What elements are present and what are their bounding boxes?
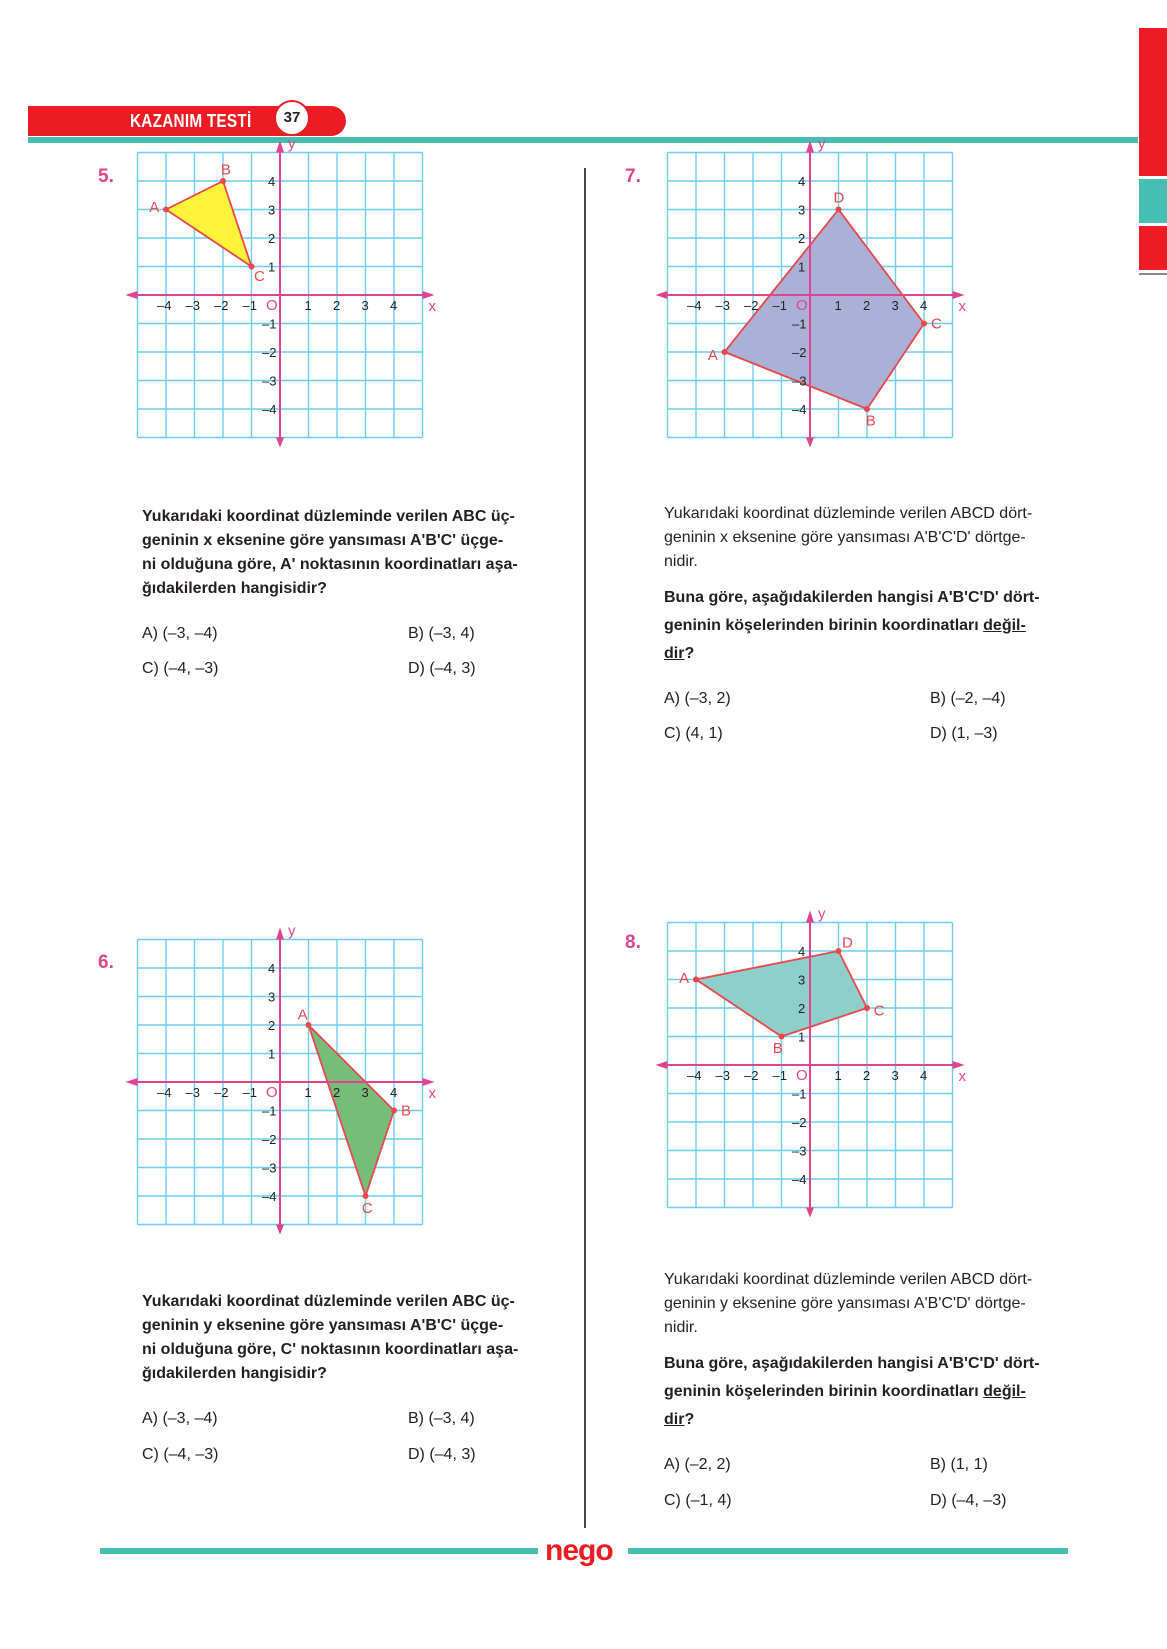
svg-text:A: A xyxy=(679,969,690,987)
text-line: Yukarıdaki koordinat düzleminde verilen ABCD dört- xyxy=(664,1271,1033,1288)
text-line: ğıdakilerden hangisidir? xyxy=(142,580,327,597)
svg-text:–4: –4 xyxy=(262,402,277,417)
text-line: geninin y eksenine göre yansıması A'B'C'D' dörtge- xyxy=(664,1295,1026,1312)
svg-text:–3: –3 xyxy=(792,1143,807,1159)
text-line xyxy=(664,1378,1064,1406)
svg-text:2: 2 xyxy=(268,1018,276,1033)
text-line: Buna göre, aşağıdakilerden hangisi A'B'C'D' dört- xyxy=(664,1355,1040,1372)
svg-text:–2: –2 xyxy=(744,298,759,313)
text-line: nidir. xyxy=(664,1319,698,1336)
question-7-prompt xyxy=(664,584,1064,668)
vertex-B xyxy=(220,178,226,184)
arrow-up-icon xyxy=(806,911,814,923)
vertex-A xyxy=(693,977,699,983)
vertex-B xyxy=(779,1034,785,1040)
svg-text:4: 4 xyxy=(268,961,276,976)
text-line: Yukarıdaki koordinat düzleminde verilen ABC üç- xyxy=(142,508,515,525)
svg-text:C: C xyxy=(873,1002,885,1020)
svg-text:x: x xyxy=(428,298,436,315)
svg-text:4: 4 xyxy=(390,1085,398,1100)
option-d[interactable]: D) (1, –3) xyxy=(930,725,998,742)
svg-text:–2: –2 xyxy=(744,1068,759,1083)
coordinate-plane-q8 xyxy=(679,905,1020,1230)
emphasis-negation: dir xyxy=(664,1411,685,1428)
svg-text:2: 2 xyxy=(333,1085,341,1100)
svg-text:–1: –1 xyxy=(792,316,807,332)
svg-text:–2: –2 xyxy=(792,1115,807,1130)
question-7-intro xyxy=(664,502,1064,574)
svg-text:1: 1 xyxy=(268,259,276,275)
vertex-C xyxy=(363,1193,369,1199)
emphasis-negation: değil- xyxy=(983,1383,1026,1400)
option-d[interactable]: D) (–4, –3) xyxy=(930,1492,1007,1509)
svg-text:–2: –2 xyxy=(792,345,807,360)
svg-text:–1: –1 xyxy=(242,298,257,313)
svg-text:A: A xyxy=(707,346,718,364)
svg-text:B: B xyxy=(772,1039,783,1057)
vertex-D xyxy=(836,207,842,213)
option-c[interactable]: C) (–4, –3) xyxy=(142,660,219,677)
svg-text:1: 1 xyxy=(304,1085,312,1100)
arrow-up-icon xyxy=(276,928,284,940)
svg-text:4: 4 xyxy=(798,944,806,959)
option-b[interactable]: B) (–3, 4) xyxy=(408,625,475,642)
svg-text:y: y xyxy=(288,135,296,153)
svg-text:–4: –4 xyxy=(157,1085,172,1100)
coordinate-plane-q5 xyxy=(149,135,490,460)
text-line: nidir. xyxy=(664,553,698,570)
arrow-down-icon xyxy=(276,1225,284,1235)
vertex-C xyxy=(921,321,927,327)
text-segment: ? xyxy=(684,1411,695,1428)
vertex-C xyxy=(864,1005,870,1011)
svg-text:2: 2 xyxy=(798,231,806,246)
svg-text:–3: –3 xyxy=(715,1068,730,1083)
text-line xyxy=(664,612,1064,640)
text-line: geninin x eksenine göre yansıması A'B'C' üçge- xyxy=(142,532,504,549)
text-line: ni olduğuna göre, A' noktasının koordinatları aşa- xyxy=(142,556,518,573)
side-tab-red-small xyxy=(1139,226,1167,270)
option-d[interactable]: D) (–4, 3) xyxy=(408,660,476,677)
question-number-8: 8. xyxy=(625,932,641,953)
svg-text:2: 2 xyxy=(863,1068,871,1083)
option-d[interactable]: D) (–4, 3) xyxy=(408,1446,476,1463)
text-line: geninin x eksenine göre yansıması A'B'C'D' dörtge- xyxy=(664,529,1026,546)
svg-text:1: 1 xyxy=(834,1068,842,1083)
svg-text:3: 3 xyxy=(361,298,369,313)
svg-text:–4: –4 xyxy=(687,298,702,313)
svg-text:3: 3 xyxy=(891,1068,899,1083)
svg-text:x: x xyxy=(958,298,966,315)
svg-text:2: 2 xyxy=(798,1001,806,1016)
svg-text:3: 3 xyxy=(361,1085,369,1100)
vertex-D xyxy=(836,948,842,954)
publisher-logo: nego xyxy=(545,1534,613,1567)
svg-text:y: y xyxy=(818,905,826,923)
svg-text:A: A xyxy=(149,199,160,217)
side-tab-red xyxy=(1139,28,1167,176)
arrow-down-icon xyxy=(806,1208,814,1218)
coordinate-plane-q7 xyxy=(687,135,1020,460)
footer-rule-right xyxy=(628,1548,1068,1554)
svg-text:B: B xyxy=(401,1102,412,1120)
svg-text:D: D xyxy=(841,934,853,952)
svg-text:C: C xyxy=(253,267,265,285)
svg-text:–2: –2 xyxy=(262,345,277,360)
emphasis-negation: değil- xyxy=(983,617,1026,634)
svg-text:1: 1 xyxy=(834,298,842,313)
option-c[interactable]: C) (–1, 4) xyxy=(664,1492,732,1509)
text-line xyxy=(664,1406,1064,1434)
question-number-5: 5. xyxy=(98,166,114,187)
question-6-text xyxy=(142,1290,542,1386)
svg-text:3: 3 xyxy=(891,298,899,313)
svg-text:–3: –3 xyxy=(262,1160,277,1176)
svg-text:O: O xyxy=(796,1067,808,1084)
text-line: Yukarıdaki koordinat düzleminde verilen ABC üç- xyxy=(142,1293,515,1310)
option-c[interactable]: C) (4, 1) xyxy=(664,725,723,742)
svg-text:3: 3 xyxy=(268,989,276,1005)
svg-text:–4: –4 xyxy=(262,1189,277,1204)
svg-text:–1: –1 xyxy=(792,1086,807,1102)
shape xyxy=(696,951,867,1037)
svg-text:–4: –4 xyxy=(687,1068,702,1083)
svg-text:A: A xyxy=(297,1006,308,1024)
svg-text:D: D xyxy=(833,189,845,207)
column-divider xyxy=(584,168,586,1528)
emphasis-negation: dir xyxy=(664,645,685,662)
svg-text:O: O xyxy=(266,1084,278,1101)
question-5-text xyxy=(142,505,542,601)
svg-text:4: 4 xyxy=(920,1068,928,1083)
svg-text:4: 4 xyxy=(390,298,398,313)
option-b[interactable]: B) (–3, 4) xyxy=(408,1410,475,1427)
coordinate-plane-q6 xyxy=(157,922,490,1257)
shape xyxy=(166,181,252,267)
arrow-left-icon xyxy=(126,291,138,299)
svg-text:y: y xyxy=(818,135,826,153)
arrow-down-icon xyxy=(276,438,284,448)
svg-text:–1: –1 xyxy=(262,1103,277,1119)
svg-text:2: 2 xyxy=(268,231,276,246)
vertex-A xyxy=(722,349,728,355)
svg-text:–3: –3 xyxy=(792,373,807,389)
option-a[interactable]: A) (–3, –4) xyxy=(142,625,218,642)
svg-text:3: 3 xyxy=(798,972,806,988)
svg-text:B: B xyxy=(220,161,231,179)
vertex-A xyxy=(163,207,169,213)
svg-text:1: 1 xyxy=(798,1029,806,1045)
svg-text:1: 1 xyxy=(268,1046,276,1062)
question-8-prompt xyxy=(664,1350,1064,1434)
svg-text:–3: –3 xyxy=(185,298,200,313)
arrow-down-icon xyxy=(806,438,814,448)
svg-text:4: 4 xyxy=(920,298,928,313)
svg-text:–4: –4 xyxy=(792,402,807,417)
text-segment: geninin köşelerinden birinin koordinatları xyxy=(664,617,984,634)
option-a[interactable]: A) (–2, 2) xyxy=(664,1456,731,1473)
text-line: geninin y eksenine göre yansıması A'B'C' üçge- xyxy=(142,1317,504,1334)
text-line xyxy=(664,640,1064,668)
footer-rule-left xyxy=(100,1548,538,1554)
svg-text:x: x xyxy=(428,1085,436,1102)
svg-text:2: 2 xyxy=(333,298,341,313)
svg-text:y: y xyxy=(288,922,296,940)
arrow-left-icon xyxy=(656,1061,668,1069)
text-segment: geninin köşelerinden birinin koordinatları xyxy=(664,1383,984,1400)
svg-text:1: 1 xyxy=(304,298,312,313)
option-a[interactable]: A) (–3, –4) xyxy=(142,1410,218,1427)
text-line: ğıdakilerden hangisidir? xyxy=(142,1365,327,1382)
svg-text:C: C xyxy=(931,315,942,333)
svg-text:C: C xyxy=(361,1199,373,1217)
test-number-badge: 37 xyxy=(274,100,310,136)
option-c[interactable]: C) (–4, –3) xyxy=(142,1446,219,1463)
svg-text:4: 4 xyxy=(268,174,276,189)
vertex-B xyxy=(864,406,870,412)
svg-text:–1: –1 xyxy=(242,1085,257,1100)
svg-text:–3: –3 xyxy=(262,373,277,389)
text-line: Buna göre, aşağıdakilerden hangisi A'B'C'D' dört- xyxy=(664,589,1040,606)
svg-text:O: O xyxy=(266,297,278,314)
svg-text:3: 3 xyxy=(798,202,806,218)
svg-text:–2: –2 xyxy=(214,1085,229,1100)
svg-text:–2: –2 xyxy=(262,1132,277,1147)
svg-text:1: 1 xyxy=(798,259,806,275)
svg-text:O: O xyxy=(796,297,808,314)
question-8-intro xyxy=(664,1268,1064,1340)
option-a[interactable]: A) (–3, 2) xyxy=(664,690,731,707)
header-rule xyxy=(28,137,1138,143)
svg-text:–1: –1 xyxy=(262,316,277,332)
option-b[interactable]: B) (1, 1) xyxy=(930,1456,988,1473)
svg-text:–1: –1 xyxy=(772,298,787,313)
svg-text:–4: –4 xyxy=(792,1172,807,1187)
arrow-left-icon xyxy=(656,291,668,299)
side-tab-teal xyxy=(1139,179,1167,223)
svg-text:–1: –1 xyxy=(772,1068,787,1083)
text-line: Yukarıdaki koordinat düzleminde verilen ABCD dört- xyxy=(664,505,1033,522)
svg-text:–4: –4 xyxy=(157,298,172,313)
side-tab-divider xyxy=(1139,273,1167,275)
vertex-B xyxy=(391,1108,397,1114)
option-b[interactable]: B) (–2, –4) xyxy=(930,690,1006,707)
svg-text:B: B xyxy=(865,412,876,430)
svg-text:–2: –2 xyxy=(214,298,229,313)
question-number-7: 7. xyxy=(625,166,641,187)
svg-text:–3: –3 xyxy=(715,298,730,313)
svg-text:3: 3 xyxy=(268,202,276,218)
question-number-6: 6. xyxy=(98,952,114,973)
arrow-left-icon xyxy=(126,1078,138,1086)
page-title: KAZANIM TESTİ xyxy=(130,111,252,131)
svg-text:2: 2 xyxy=(863,298,871,313)
text-segment: ? xyxy=(684,645,695,662)
svg-text:4: 4 xyxy=(798,174,806,189)
svg-text:–3: –3 xyxy=(185,1085,200,1100)
svg-text:x: x xyxy=(958,1068,966,1085)
text-line: ni olduğuna göre, C' noktasının koordinatları aşa- xyxy=(142,1341,519,1358)
